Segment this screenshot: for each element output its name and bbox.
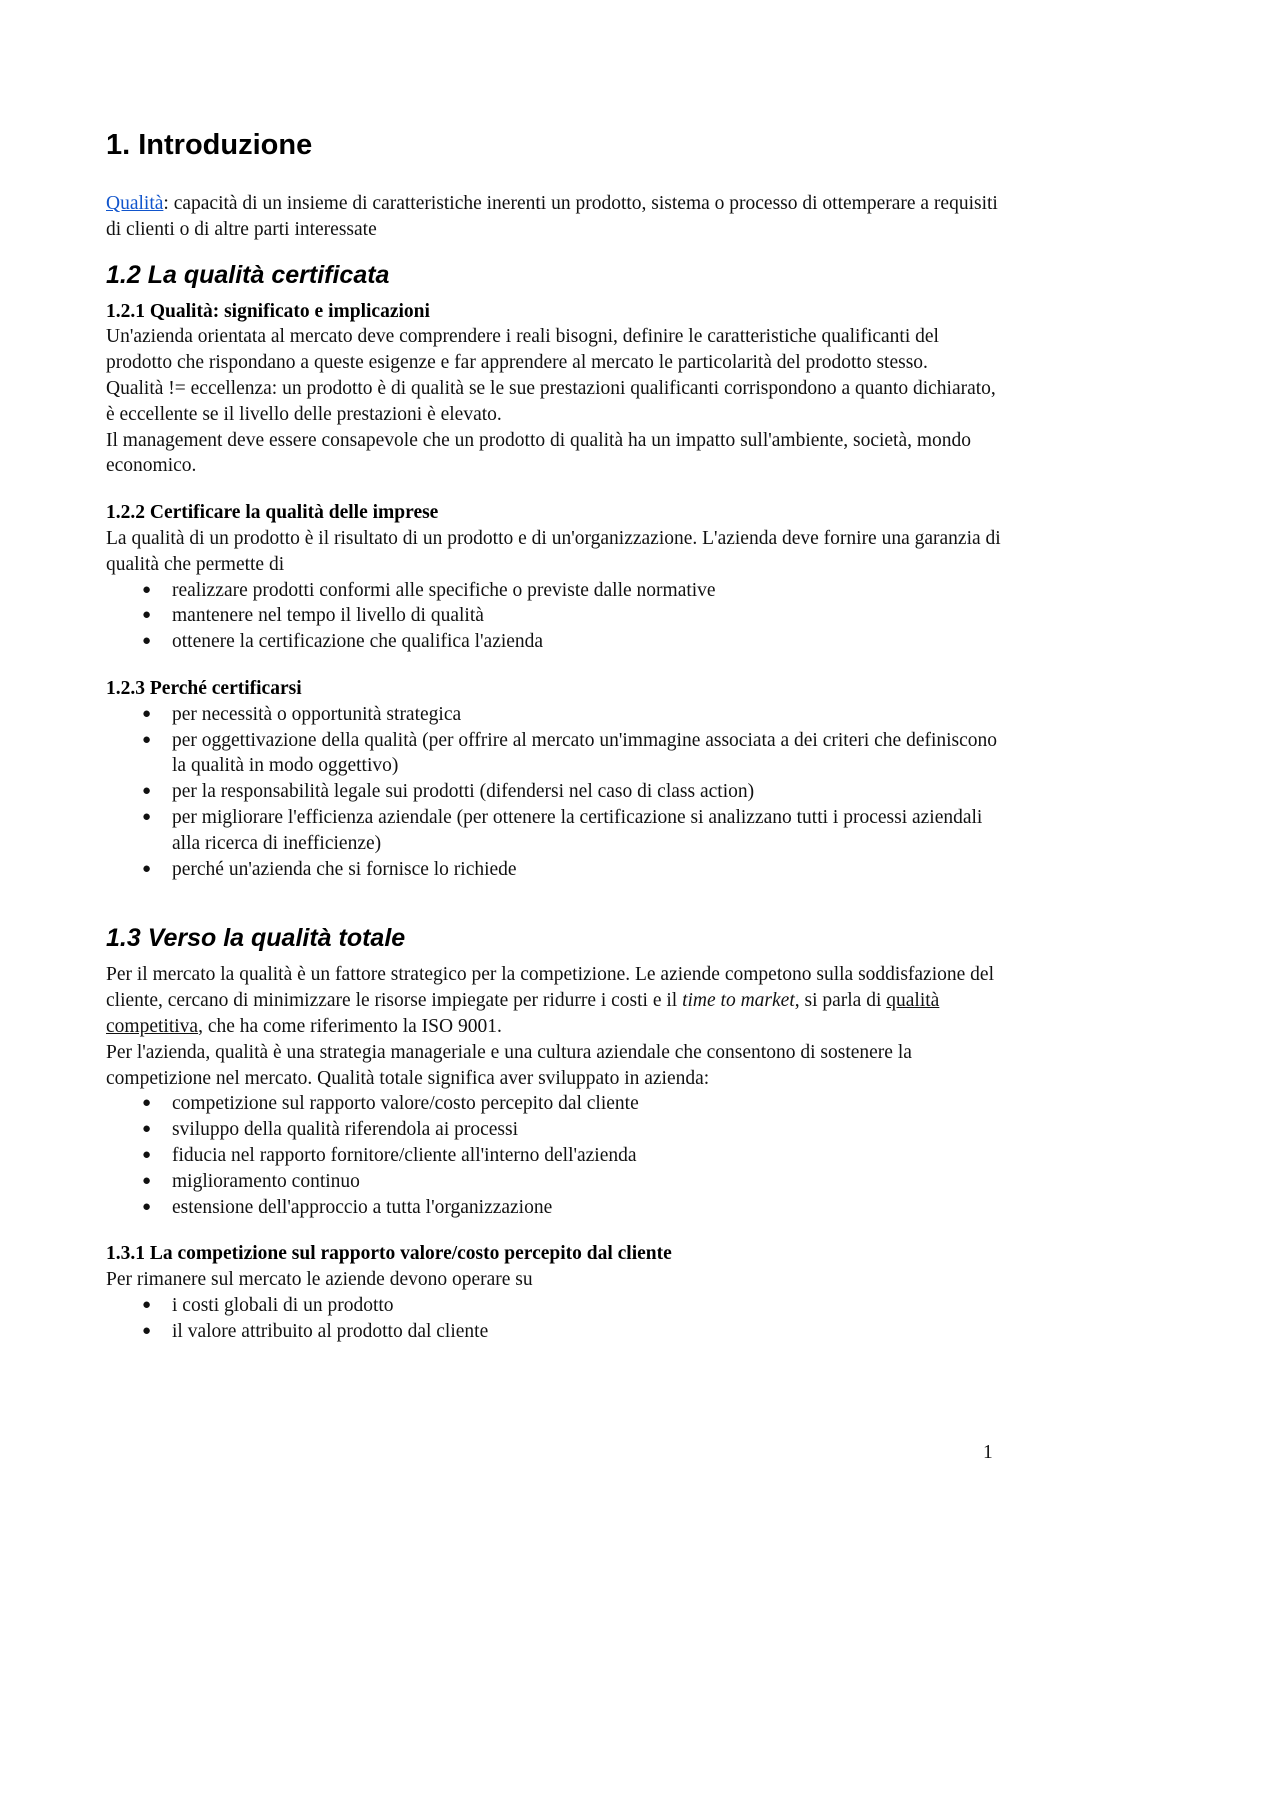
bullet-list (106, 702, 1001, 883)
qualita-link[interactable]: Qualità (106, 193, 164, 214)
list-item (106, 702, 1001, 728)
text-run: , si parla di (794, 990, 887, 1012)
list-item (106, 1169, 1001, 1195)
subsection-heading-1-2-3: 1.2.3 Perché certificarsi (106, 677, 302, 699)
bullet-list (106, 578, 1001, 655)
list-item (106, 805, 1001, 857)
bullet-icon: ● (142, 808, 152, 825)
list-item-text: sviluppo della qualità riferendola ai processi (172, 1119, 519, 1141)
list-item (106, 1091, 1001, 1117)
subsection-heading-1-2-2: 1.2.2 Certificare la qualità delle imprese (106, 502, 439, 524)
list-item (106, 1143, 1001, 1169)
definition-text: : capacità di un insieme di caratteristiche inerenti un prodotto, sistema o processo di ottemperare a requisiti di clienti o di altre parti interessate (106, 193, 998, 240)
bullet-icon: ● (142, 581, 152, 598)
underlined-term: qualità competitiva (106, 990, 940, 1037)
paragraph: La qualità di un prodotto è il risultato di un prodotto e di un'organizzazione. L'azienda deve fornire una garanzia di qualità che permette di (106, 527, 1001, 575)
bullet-icon: ● (142, 860, 152, 877)
list-item-text: il valore attribuito al prodotto dal cliente (172, 1320, 489, 1342)
bullet-icon: ● (142, 1296, 152, 1313)
list-item (106, 779, 1001, 805)
list-item-text: per la responsabilità legale sui prodotti (difendersi nel caso di class action) (172, 781, 755, 803)
list-item (106, 629, 1001, 655)
subsection-heading-1-3-1: 1.3.1 La competizione sul rapporto valore/costo percepito dal cliente (106, 1243, 672, 1265)
page-number: 1 (983, 1442, 993, 1463)
paragraph: Per l'azienda, qualità è una strategia manageriale e una cultura aziendale che consentono di sostenere la competizione nel mercato. Qualità totale significa aver sviluppato in azienda: (106, 1041, 912, 1089)
definition-paragraph (106, 191, 1001, 243)
list-item-text: i costi globali di un prodotto (172, 1294, 394, 1316)
bullet-icon: ● (142, 731, 152, 748)
list-item-text: per oggettivazione della qualità (per offrire al mercato un'immagine associata a dei criteri che definiscono la qualità in modo oggettivo) (172, 729, 998, 777)
subsection-heading-1-2-1: 1.2.1 Qualità: significato e implicazioni (106, 300, 430, 322)
chapter-title: 1. Introduzione (106, 129, 313, 161)
section-heading-1-3: 1.3 Verso la qualità totale (106, 924, 406, 953)
paragraph: Qualità != eccellenza: un prodotto è di qualità se le sue prestazioni qualificanti corrispondono a quanto dichiarato, è eccellente se il livello delle prestazioni è elevato. (106, 377, 996, 425)
section-heading-1-2: 1.2 La qualità certificata (106, 260, 390, 289)
bullet-icon: ● (142, 1146, 152, 1163)
paragraph (106, 962, 1001, 1039)
text-run: Per il mercato la qualità è un fattore strategico per la competizione. Le aziende competono sulla soddisfazione del cliente, cercano di minimizzare le risorse impiegate per ridurre i costi e il (106, 964, 994, 1012)
list-item-text: per necessità o opportunità strategica (172, 703, 462, 725)
italic-term: time to market (682, 990, 795, 1012)
list-item-text: miglioramento continuo (172, 1170, 360, 1192)
list-item-text: competizione sul rapporto valore/costo percepito dal cliente (172, 1093, 639, 1115)
bullet-icon: ● (142, 1322, 152, 1339)
text-run: , che ha come riferimento la ISO 9001. (198, 1015, 502, 1037)
bullet-icon: ● (142, 633, 152, 650)
bullet-icon: ● (142, 783, 152, 800)
paragraph: Il management deve essere consapevole che un prodotto di qualità ha un impatto sull'ambiente, società, mondo economico. (106, 429, 972, 477)
list-item (106, 603, 1001, 629)
list-item (106, 578, 1001, 604)
list-item (106, 728, 1001, 780)
paragraph: Per rimanere sul mercato le aziende devono operare su (106, 1269, 533, 1291)
bullet-list (106, 1293, 1001, 1345)
list-item (106, 1319, 1001, 1345)
bullet-icon: ● (142, 1095, 152, 1112)
bullet-icon: ● (142, 705, 152, 722)
paragraph: Un'azienda orientata al mercato deve comprendere i reali bisogni, definire le caratteristiche qualificanti del prodotto che rispondano a queste esigenze e far apprendere al mercato le particolarità del prodotto stesso. (106, 326, 939, 374)
list-item-text: fiducia nel rapporto fornitore/cliente all'interno dell'azienda (172, 1144, 637, 1166)
bullet-list (106, 1091, 1001, 1220)
list-item-text: per migliorare l'efficienza aziendale (per ottenere la certificazione si analizzano tutti i processi aziendali alla ricerca di inefficienze) (172, 806, 983, 854)
list-item-text: realizzare prodotti conformi alle specifiche o previste dalle normative (172, 579, 716, 601)
list-item (106, 1293, 1001, 1319)
bullet-icon: ● (142, 1121, 152, 1138)
list-item-text: perché un'azienda che si fornisce lo richiede (172, 858, 517, 880)
bullet-icon: ● (142, 1172, 152, 1189)
list-item (106, 857, 1001, 883)
list-item-text: ottenere la certificazione che qualifica l'azienda (172, 631, 544, 653)
list-item (106, 1117, 1001, 1143)
bullet-icon: ● (142, 1198, 152, 1215)
page-content (106, 127, 1001, 1344)
list-item (106, 1195, 1001, 1221)
list-item-text: mantenere nel tempo il livello di qualità (172, 605, 484, 627)
bullet-icon: ● (142, 607, 152, 624)
list-item-text: estensione dell'approccio a tutta l'organizzazione (172, 1196, 553, 1218)
